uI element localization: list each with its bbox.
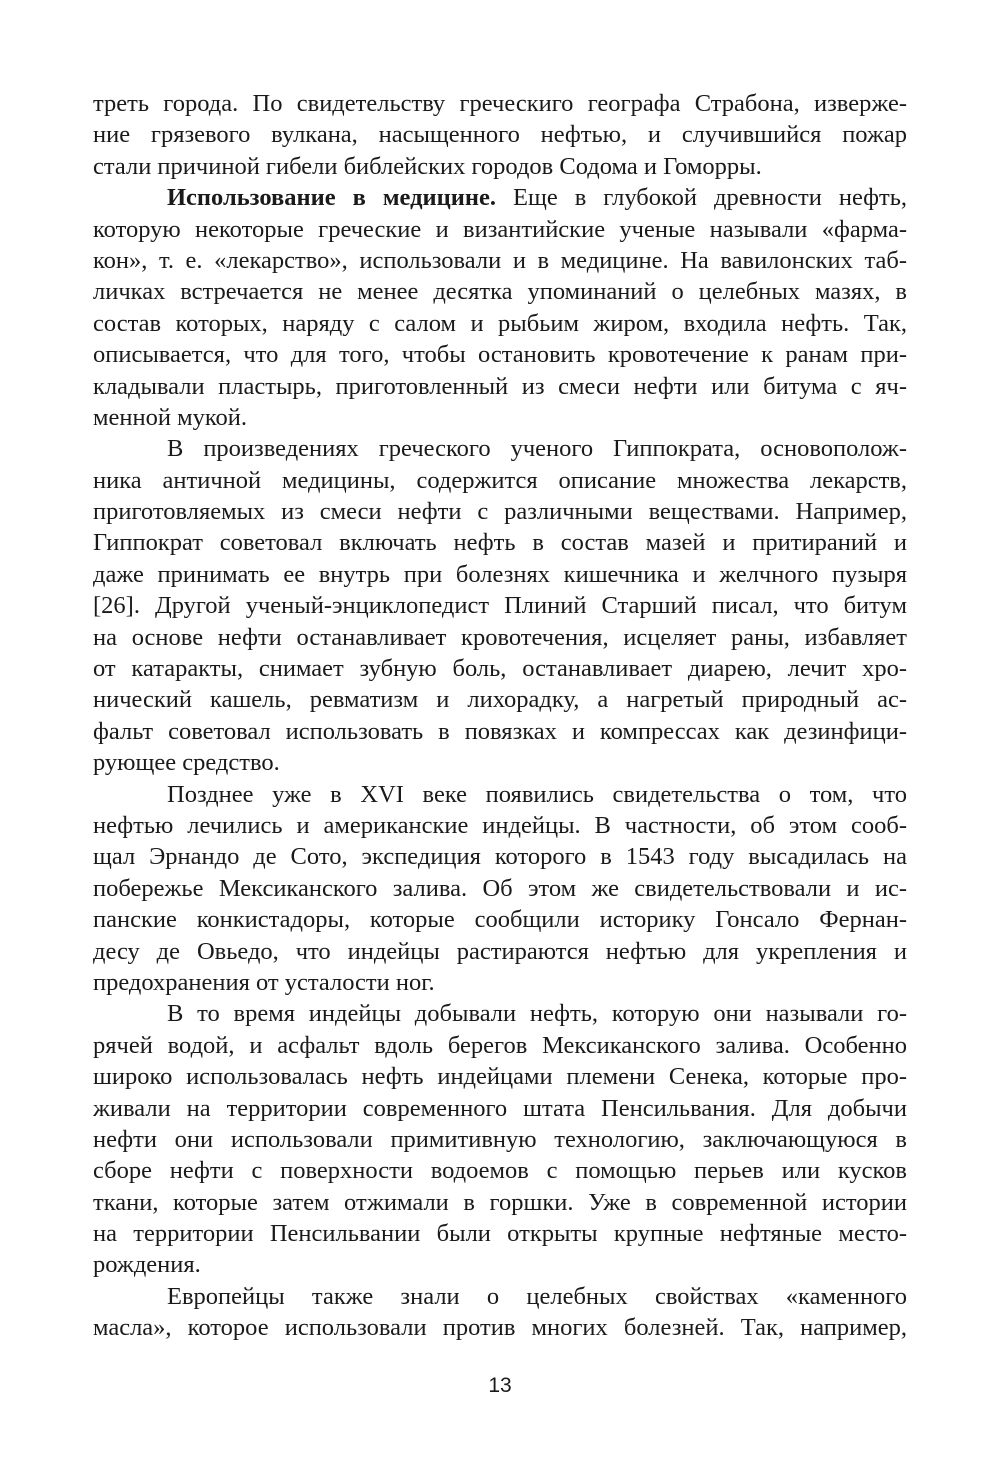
paragraph	[93, 433, 907, 778]
text-line: Позднее уже в XVI веке появились свидетельства о том, что	[167, 780, 907, 808]
text-line: предохранения от усталости ног.	[93, 968, 435, 996]
text-line: широко использовалась нефть индейцами племени Сенека, которые про-	[93, 1063, 907, 1091]
text-line: треть города. По свидетельству греческиго географа Страбона, изверже-	[93, 90, 907, 117]
text-line: кон», т. е. «лекарство», использовали и в медицине. На вавилонских таб-	[93, 246, 907, 274]
text-line: живали на территории современного штата Пенсильвания. Для добычи	[93, 1094, 907, 1122]
text-line: рующее средство.	[93, 749, 280, 777]
text-line: даже принимать ее внутрь при болезнях кишечника и желчного пузыря	[93, 560, 907, 588]
text-line: десу де Овьедо, что индейцы растираются нефтью для укрепления и	[93, 937, 907, 965]
text-line: кладывали пластырь, приготовленный из смеси нефти или битума с яч-	[93, 372, 907, 400]
text-line: нефти они использовали примитивную технологию, заключающуюся в	[93, 1125, 907, 1153]
page-number: 13	[488, 1374, 512, 1397]
text-line: рождения.	[93, 1251, 201, 1279]
text-line: состав которых, наряду с салом и рыбьим жиром, входила нефть. Так,	[93, 309, 907, 337]
text-line: [26]. Другой ученый-энциклопедист Плиний Старший писал, что битум	[93, 592, 907, 620]
text-line: нический кашель, ревматизм и лихорадку, а нагретый природный ас-	[93, 686, 907, 714]
text-line: рячей водой, и асфальт вдоль берегов Мексиканского залива. Особенно	[93, 1031, 907, 1059]
page-body	[93, 88, 907, 1344]
text-line: на территории Пенсильвании были открыты крупные нефтяные место-	[93, 1220, 907, 1248]
text-line: панские конкистадоры, которые сообщили историку Гонсало Фернан-	[93, 906, 907, 934]
text-line: В произведениях греческого ученого Гиппократа, основополож-	[167, 435, 907, 463]
text-line: ние грязевого вулкана, насыщенного нефтью, и случившийся пожар	[93, 121, 907, 149]
section-heading: Использование в медицине.	[167, 184, 496, 212]
text-line: менной мукой.	[93, 403, 247, 431]
text-line: нефтью лечились и американские индейцы. В частности, об этом сооб-	[93, 811, 907, 839]
paragraph	[93, 88, 907, 182]
text-line: от катаракты, снимает зубную боль, останавливает диарею, лечит хро-	[93, 655, 907, 683]
text-line	[93, 182, 907, 213]
text-line: ткани, которые затем отжимали в горшки. Уже в современной истории	[93, 1188, 907, 1216]
paragraph	[93, 182, 907, 433]
paragraph	[93, 779, 907, 999]
text-line: приготовляемых из смеси нефти с различными веществами. Например,	[93, 498, 907, 526]
text-line: стали причиной гибели библейских городов Содома и Гоморры.	[93, 152, 762, 180]
text-line: масла», которое использовали против многих болезней. Так, например,	[93, 1314, 907, 1342]
text-line: побережье Мексиканского залива. Об этом же свидетельствовали и ис-	[93, 874, 907, 902]
text-line: на основе нефти останавливает кровотечения, исцеляет раны, избавляет	[93, 623, 907, 651]
text-run: Еще в глубокой древности нефть,	[495, 184, 907, 212]
text-line: щал Эрнандо де Сото, экспедиция которого в 1543 году высадилась на	[93, 843, 907, 871]
text-line: Гиппократ советовал включать нефть в состав мазей и притираний и	[93, 529, 907, 557]
text-line: фальт советовал использовать в повязках и компрессах как дезинфици-	[93, 717, 907, 745]
text-line: ника античной медицины, содержится описание множества лекарств,	[93, 466, 907, 494]
paragraph	[93, 998, 907, 1281]
text-line: которую некоторые греческие и византийские ученые называли «фарма-	[93, 215, 907, 243]
text-line: Европейцы также знали о целебных свойствах «каменного	[167, 1282, 907, 1310]
paragraph	[93, 1281, 907, 1344]
text-line: личках встречается не менее десятка упоминаний о целебных мазях, в	[93, 278, 907, 306]
text-line: описывается, что для того, чтобы остановить кровотечение к ранам при-	[93, 341, 907, 369]
text-line: сборе нефти с поверхности водоемов с помощью перьев или кусков	[93, 1157, 907, 1185]
text-line: В то время индейцы добывали нефть, которую они называли го-	[167, 1000, 907, 1028]
